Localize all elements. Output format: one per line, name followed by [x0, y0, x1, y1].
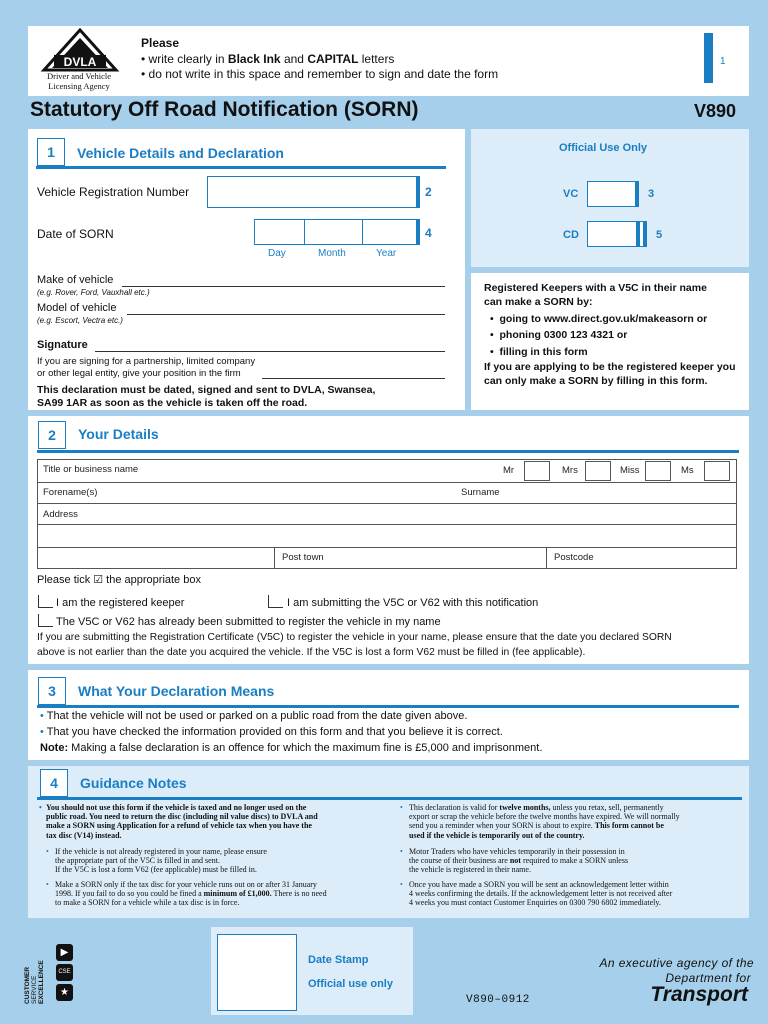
section-1-number: 1: [37, 138, 65, 166]
form-reference: V890–0912: [466, 994, 530, 1006]
year-label: Year: [376, 248, 397, 259]
sorn-date-day-field[interactable]: [254, 219, 305, 245]
agency-line-1: An executive agency of the: [599, 956, 754, 970]
vc-bar: [635, 181, 639, 207]
guidance-right-3: • Once you have made a SORN you will be sent an acknowledgement letter within 4 weeks confirming the details. If the acknowledgement letter is not received after 4 weeks you must contact Customer Enquiries on 0300 790 6802 immediately.: [400, 880, 673, 908]
reg-number-label: Vehicle Registration Number: [37, 185, 190, 199]
sorn-date-bar: [416, 219, 420, 245]
title-ms-checkbox[interactable]: [704, 461, 730, 481]
section-4-number: 4: [40, 769, 68, 797]
dvla-logo: [40, 28, 120, 72]
section-2-number: 2: [38, 421, 66, 449]
vc-label: VC: [563, 188, 579, 200]
reg-number-marker: 2: [425, 185, 432, 199]
corner-marker-number: 1: [720, 56, 726, 67]
signature-note-2: or other legal entity, give your position in the firm: [37, 368, 241, 379]
surname-label: Surname: [461, 487, 500, 498]
signature-note-1: If you are signing for a partnership, limited company: [37, 356, 256, 367]
forename-label: Forename(s): [43, 487, 98, 498]
vc-field: [587, 181, 639, 207]
cse-star-icon: ★: [56, 984, 73, 1001]
declaration-note: Note: Making a false declaration is an offence for which the maximum fine is £5,000 and imprisonment.: [40, 742, 543, 754]
section-2-title: Your Details: [78, 426, 159, 442]
section-1-title: Vehicle Details and Declaration: [77, 145, 284, 161]
address-field[interactable]: [37, 503, 737, 525]
guidance-right-2: • Motor Traders who have vehicles temporarily in their possession in the course of their business are not required to make a SORN unless the vehicle is registered in their name.: [400, 847, 629, 875]
cse-mark-icon: CSE: [56, 964, 73, 981]
cd-label: CD: [563, 229, 579, 241]
guidance-right-1: • This declaration is valid for twelve months, unless you retax, sell, permanently export or scrap the vehicle before the twelve months have expired. We will normally send you a reminder when your SORN is about to expire. This form cannot be used if the vehicle is temporarily out of the country.: [400, 803, 680, 840]
signature-field[interactable]: [95, 351, 445, 352]
day-label: Day: [268, 248, 286, 259]
sorn-date-label: Date of SORN: [37, 227, 114, 241]
registered-keeper-checkbox[interactable]: [38, 595, 53, 608]
model-hint: (e.g. Escort, Vectra etc.): [37, 316, 123, 325]
model-field[interactable]: [127, 314, 445, 315]
address-label: Address: [43, 509, 78, 520]
date-stamp-box: [217, 934, 297, 1011]
forename-field[interactable]: [37, 482, 737, 504]
cse-text: CUSTOMER SERVICE EXCELLENCE: [24, 960, 45, 1004]
cd-bar: [636, 221, 640, 247]
keepers-option-phone: • phoning 0300 123 4321 or: [490, 329, 628, 341]
guidance-left-3: • Make a SORN only if the tax disc for your vehicle runs out on or after 31 January 1998. If you fail to do so you could be fined a minimum of £1,000. There is no need to make a SORN for a vehicle while a tax disc is in force.: [46, 880, 327, 908]
declaration-line-2: SA99 1AR as soon as the vehicle is taken off the road.: [37, 397, 308, 409]
post-town-divider: [274, 547, 275, 569]
keepers-option-online: • going to www.direct.gov.uk/makeasorn or: [490, 313, 708, 325]
keepers-option-form: • filling in this form: [490, 346, 588, 358]
dvla-logo-text: DVLA: [63, 55, 97, 69]
title-mr-checkbox[interactable]: [524, 461, 550, 481]
guidance-left-1: • You should not use this form if the vehicle is taxed and no longer used on the public road. You need to return the disc (including nil value discs) to DVLA and make a SORN using Application for a refund of vehicle tax when you have the tax disc (V14) instead.: [39, 803, 318, 840]
official-use-title: Official Use Only: [559, 142, 648, 154]
vc-marker: 3: [648, 188, 655, 200]
section-2-note-2: above is not earlier than the date you acquired the vehicle. If the V5C is lost a form V62 must be filled in (fee applicable).: [37, 647, 586, 658]
month-label: Month: [318, 248, 346, 259]
sorn-date-year-field[interactable]: [362, 219, 418, 245]
instruction-space: • do not write in this space and remember to sign and date the form: [141, 67, 499, 81]
section-2-rule: [37, 450, 739, 453]
form-title: Statutory Off Road Notification (SORN): [30, 98, 419, 121]
official-use-only-label: Official use only: [308, 978, 393, 990]
title-ms-label: Ms: [681, 465, 694, 476]
title-mrs-checkbox[interactable]: [585, 461, 611, 481]
agency-line-3: Transport: [650, 983, 748, 1006]
sorn-date-month-field[interactable]: [304, 219, 363, 245]
date-stamp-label: Date Stamp: [308, 954, 369, 966]
make-label: Make of vehicle: [37, 274, 114, 286]
address-field-3[interactable]: [37, 547, 737, 569]
submitting-v5c-label: I am submitting the V5C or V62 with this notification: [287, 597, 539, 609]
cse-play-icon: ▶: [56, 944, 73, 961]
section-1-rule: [36, 166, 446, 169]
please-heading: Please: [141, 36, 180, 50]
reg-number-field[interactable]: [207, 176, 419, 208]
registered-keeper-label: I am the registered keeper: [56, 597, 185, 609]
submitting-v5c-checkbox[interactable]: [268, 595, 283, 608]
keepers-intro-2: can make a SORN by:: [484, 296, 593, 308]
declaration-point-2: • That you have checked the information provided on this form and that you believe it is correct.: [40, 726, 503, 738]
title-mrs-label: Mrs: [562, 465, 578, 476]
title-miss-label: Miss: [620, 465, 640, 476]
position-field[interactable]: [262, 378, 445, 379]
keepers-intro-1: Registered Keepers with a V5C in their name: [484, 282, 707, 294]
model-label: Model of vehicle: [37, 302, 117, 314]
keepers-note-2: can only make a SORN by filling in this form.: [484, 375, 708, 387]
corner-marker-bar: [704, 33, 713, 83]
section-3-number: 3: [38, 677, 66, 705]
cd-bar-2: [643, 221, 647, 247]
title-label: Title or business name: [43, 464, 139, 475]
already-submitted-checkbox[interactable]: [38, 614, 53, 627]
section-4-title: Guidance Notes: [80, 775, 187, 791]
agency-name: Driver and Vehicle Licensing Agency: [46, 71, 112, 91]
post-town-label: Post town: [282, 552, 324, 563]
agency-line-2: Department for: [665, 971, 751, 985]
signature-label: Signature: [37, 339, 88, 351]
reg-number-bar: [416, 176, 420, 208]
already-submitted-label: The V5C or V62 has already been submitted to register the vehicle in my name: [56, 616, 441, 628]
section-3-rule: [37, 705, 739, 708]
address-field-2[interactable]: [37, 524, 737, 548]
section-3-title: What Your Declaration Means: [78, 683, 275, 699]
tick-instruction: Please tick ☑ the appropriate box: [37, 574, 201, 586]
section-4-rule: [37, 797, 742, 800]
keepers-note-1: If you are applying to be the registered keeper you: [484, 361, 736, 373]
postcode-label: Postcode: [554, 552, 594, 563]
title-miss-checkbox[interactable]: [645, 461, 671, 481]
make-field[interactable]: [122, 286, 445, 287]
declaration-point-1: • That the vehicle will not be used or parked on a public road from the date given above.: [40, 710, 468, 722]
cd-marker: 5: [656, 229, 663, 241]
title-mr-label: Mr: [503, 465, 515, 476]
make-hint: (e.g. Rover, Ford, Vauxhall etc.): [37, 288, 150, 297]
instruction-ink: • write clearly in Black Ink and CAPITAL letters: [141, 52, 395, 66]
section-2-note-1: If you are submitting the Registration Certificate (V5C) to register the vehicle in your name, please ensure that the date you declared SORN: [37, 632, 672, 643]
sorn-date-marker: 4: [425, 226, 432, 240]
guidance-left-2: • If the vehicle is not already registered in your name, please ensure the appropriate part of the V5C is filled in and sent. If the V5C is lost a form V62 (fee applicable) must be filled in.: [46, 847, 267, 875]
form-code: V890: [694, 101, 737, 121]
title-input[interactable]: [38, 473, 493, 482]
declaration-line-1: This declaration must be dated, signed and sent to DVLA, Swansea,: [37, 384, 376, 396]
postcode-divider: [546, 547, 547, 569]
